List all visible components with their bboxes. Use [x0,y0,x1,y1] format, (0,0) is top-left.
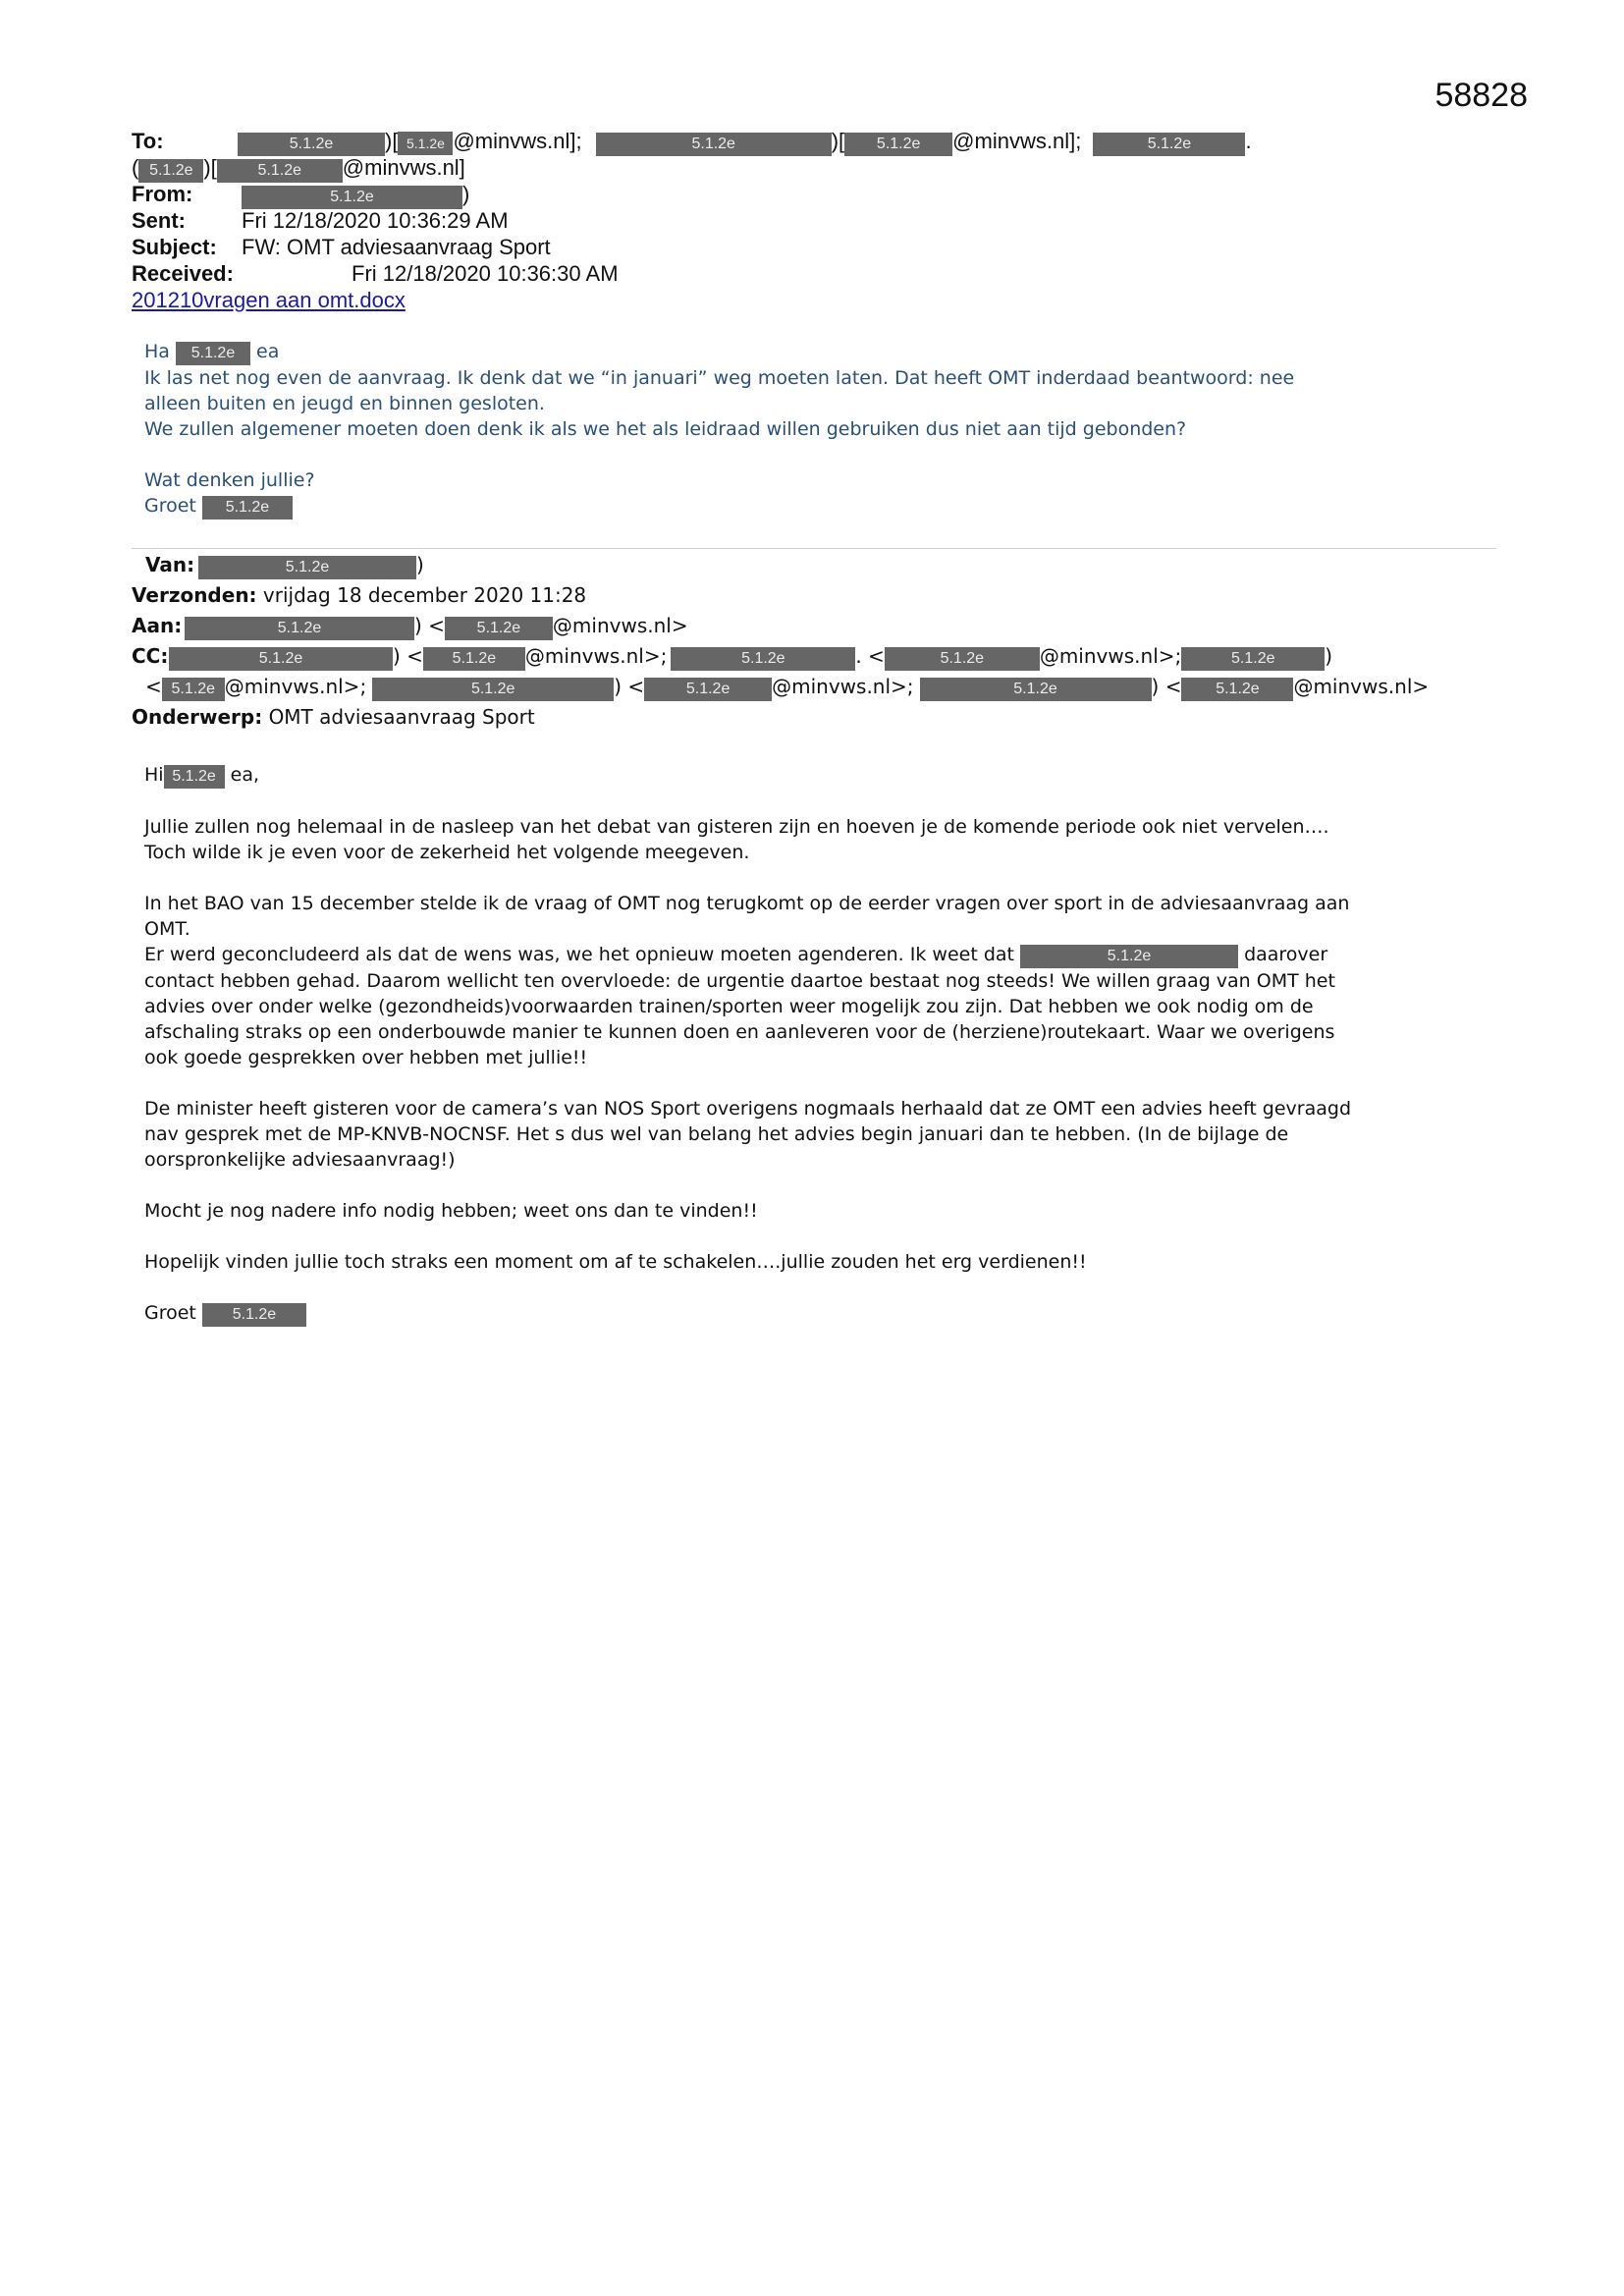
redaction-box: 5.1.2e [844,133,952,156]
body-line: nav gesprek met de MP-KNVB-NOCNSF. Het s dus wel van belang het advies begin januari dan te hebben. (In de bijlage de [144,1123,1289,1145]
body-line: De minister heeft gisteren voor de camera’s van NOS Sport overigens nogmaals herhaald dat ze OMT een advies heeft gevraagd [144,1098,1352,1120]
greeting-text: ea [256,341,280,362]
redaction-box: 5.1.2e [185,617,414,640]
body-text: daarover [1244,944,1328,965]
body-signoff [144,1300,1499,1327]
received-row [132,260,1506,287]
redaction-box: 5.1.2e [920,678,1152,701]
redaction-box: 5.1.2e [238,133,385,156]
redaction-box: 5.1.2e [1181,678,1293,701]
from-close: ) [462,182,470,206]
redaction-box: 5.1.2e [242,186,462,209]
cc-domain: @minvws.nl>; [224,675,367,698]
attachment-link[interactable]: 201210vragen aan omt.docx [132,288,406,312]
onderwerp-row [132,702,1526,733]
body-line: In het BAO van 15 december stelde ik de vraag of OMT nog terugkomt op de eerder vragen over sport in de adviesaanvraag aan [144,893,1350,914]
redaction-box: 5.1.2e [1093,133,1245,156]
cc-open: < [145,675,162,698]
redaction-box: 5.1.2e [176,342,250,365]
to-open: ( [132,155,139,180]
received-value: Fri 12/18/2020 10:36:30 AM [352,261,619,286]
onderwerp-label: Onderwerp: [132,705,263,729]
body-line: afschaling straks op een onderbouwde manier te kunnen doen en aanleveren voor de (herziene)routekaart. Waar we overigens [144,1021,1335,1043]
to-label: To: [132,129,164,153]
reply-line: Ik las net nog even de aanvraag. Ik denk dat we “in januari” weg moeten laten. Dat heeft OMT inderdaad beantwoord: nee [144,367,1295,389]
cc-row-continued [132,672,1526,702]
redaction-box: 5.1.2e [202,1303,306,1327]
redaction-box: 5.1.2e [1181,647,1325,671]
redaction-box: 5.1.2e [198,556,416,579]
body-line [144,942,1499,968]
body-line: Jullie zullen nog helemaal in de nasleep van het debat van gisteren zijn en hoeven je de komende periode ook niet vervelen…. [144,816,1329,838]
cc-domain: @minvws.nl>; [1039,644,1182,668]
to-domain: @minvws.nl]; [952,129,1082,153]
cc-label: CC: [132,644,169,668]
body-line: advies over onder welke (gezondheids)voorwaarden trainen/sporten weer mogelijk zou zijn. Dat hebben we ook nodig om de [144,996,1314,1017]
body-greeting [144,762,1499,789]
received-label: Received: [132,261,234,286]
greeting-text: Hi [144,764,164,786]
sent-label: Sent: [132,208,186,233]
signoff-text: Groet [144,495,196,517]
to-row-continued [132,154,1506,181]
cc-close: ) [1325,644,1333,668]
cc-domain: @minvws.nl>; [772,675,914,698]
redaction-box: 5.1.2e [164,765,225,789]
redaction-box: 5.1.2e [445,617,553,640]
page-number: 58828 [1435,77,1528,114]
greeting-text: ea, [230,764,259,786]
to-domain: @minvws.nl]; [453,129,582,153]
redaction-box: 5.1.2e [1020,945,1238,968]
subject-value: FW: OMT adviesaanvraag Sport [242,235,551,259]
from-row [132,181,1506,207]
van-close: ) [416,553,424,576]
body-line: oorspronkelijke adviesaanvraag!) [144,1149,456,1171]
van-row [132,550,1526,580]
body-line: OMT. [144,918,190,940]
redaction-box: 5.1.2e [423,647,525,671]
subject-label: Subject: [132,235,217,259]
cc-separator: ) < [1151,675,1182,698]
body-line: Mocht je nog nadere info nodig hebben; weet ons dan te vinden!! [144,1200,758,1222]
cc-separator: ) < [393,644,423,668]
reply-question: Wat denken jullie? [144,469,315,491]
from-label: From: [132,182,193,206]
cc-row [132,641,1526,672]
email-header [132,128,1506,313]
redaction-box: 5.1.2e [169,647,393,671]
body-line: ook goede gesprekken over hebben met jullie!! [144,1047,588,1068]
onderwerp-value: OMT adviesaanvraag Sport [268,705,535,729]
redaction-box: 5.1.2e [372,678,614,701]
signoff-text: Groet [144,1302,196,1324]
to-domain: @minvws.nl] [342,155,465,180]
reply-greeting [144,339,1499,365]
redaction-box: 5.1.2e [217,159,343,183]
forwarded-body [144,762,1499,1327]
van-label: Van: [145,553,195,576]
body-line: Hopelijk vinden jullie toch straks een moment om af te schakelen….jullie zouden het erg verdienen!! [144,1251,1087,1273]
redaction-box: 5.1.2e [138,159,203,183]
greeting-text: Ha [144,341,170,362]
to-separator: )[ [385,129,399,153]
reply-line: alleen buiten en jeugd en binnen gesloten. [144,393,545,414]
redaction-box: 5.1.2e [671,647,855,671]
body-text: Er werd geconcludeerd als dat de wens was, we het opnieuw moeten agenderen. Ik weet dat [144,944,1014,965]
cc-domain: @minvws.nl> [1293,675,1430,698]
cc-dot: . < [855,644,885,668]
to-row [132,128,1506,154]
verzonden-row [132,580,1526,611]
body-line: contact hebben gehad. Daarom wellicht ten overvloede: de urgentie daartoe bestaat nog steeds! We willen graag van OMT het [144,970,1335,992]
aan-label: Aan: [132,614,183,637]
redaction-box: 5.1.2e [644,678,772,701]
to-separator: )[ [203,155,217,180]
reply-signoff [144,493,1499,519]
aan-domain: @minvws.nl> [552,614,688,637]
attachment-row [132,287,1506,313]
cc-separator: ) < [614,675,645,698]
subject-row [132,234,1506,260]
forwarded-header [132,550,1526,733]
sent-value: Fri 12/18/2020 10:36:29 AM [242,208,509,233]
redaction-box: 5.1.2e [202,496,293,519]
verzonden-label: Verzonden: [132,583,257,607]
verzonden-value: vrijdag 18 december 2020 11:28 [262,583,587,607]
aan-separator: ) < [414,614,445,637]
redaction-box: 5.1.2e [885,647,1040,671]
body-line: Toch wilde ik je even voor de zekerheid het volgende meegeven. [144,842,750,863]
redaction-box: 5.1.2e [398,132,453,155]
redaction-box: 5.1.2e [162,678,225,701]
aan-row [132,611,1526,641]
to-separator: )[ [831,129,845,153]
reply-message [144,339,1499,519]
sent-row [132,207,1506,234]
reply-line: We zullen algemener moeten doen denk ik als we het als leidraad willen gebruiken dus niet aan tijd gebonden? [144,418,1187,440]
cc-domain: @minvws.nl>; [524,644,668,668]
redaction-box: 5.1.2e [596,133,832,156]
to-dot: . [1245,129,1252,153]
separator-line [132,548,1496,549]
